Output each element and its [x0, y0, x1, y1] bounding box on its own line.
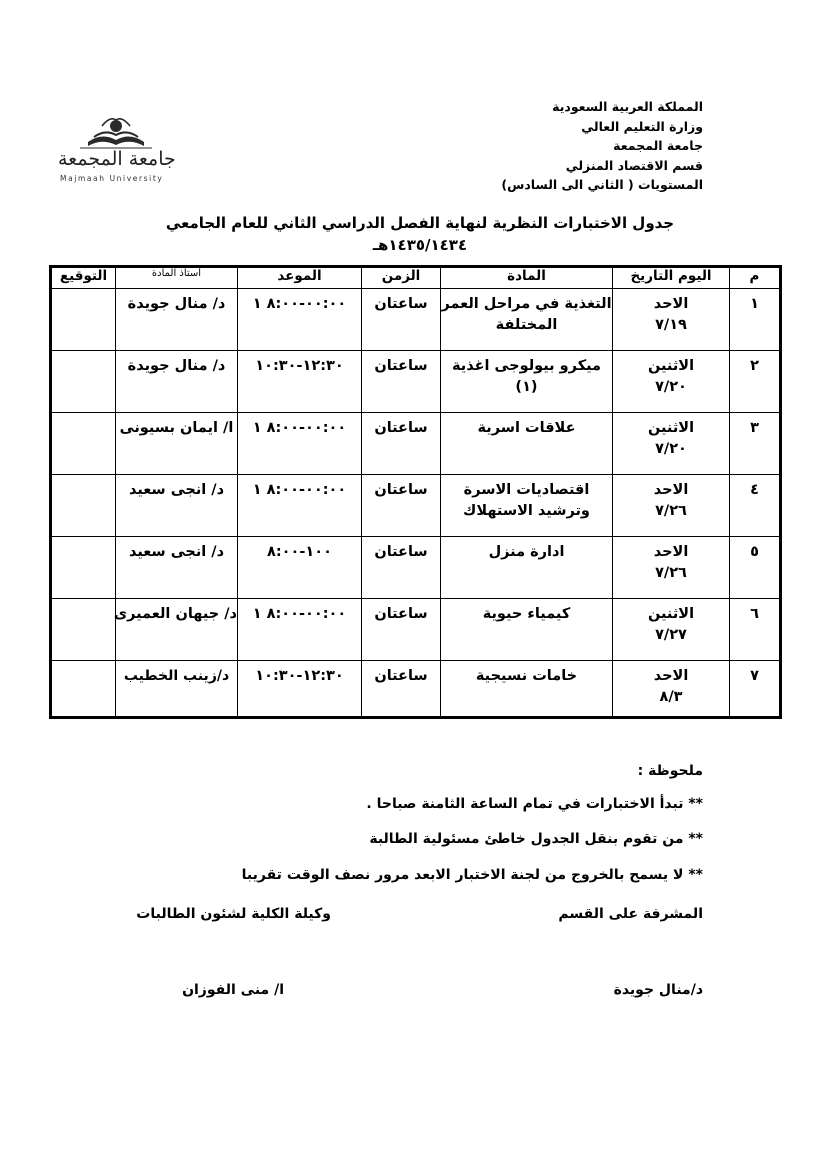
table-row [51, 351, 781, 413]
row-signature-cell [51, 289, 116, 351]
row-num: ٥ [730, 537, 781, 599]
col-header-duration: الزمن [362, 267, 441, 289]
row-duration: ساعتان [362, 289, 441, 351]
row-signature-cell [51, 475, 116, 537]
note-item: ** تبدأ الاختبارات في تمام الساعة الثامنة صباحا . [366, 796, 703, 812]
row-day: الاحد [653, 668, 689, 684]
table-row [51, 599, 781, 661]
row-professor: ا/ ايمان بسيونى [116, 413, 238, 475]
table-row [51, 475, 781, 537]
academic-year: ١٤٣٥/١٤٣٤هـ [372, 236, 468, 254]
row-date: ٧/٢٦ [655, 565, 687, 581]
row-subject: ميكرو بيولوجى اغذية (١) [441, 351, 613, 413]
row-num: ٧ [730, 661, 781, 718]
row-day-date [613, 289, 730, 351]
row-time: ٠٠:٠٠-٨:٠٠ ١ [238, 289, 362, 351]
university-logo [50, 112, 175, 190]
col-header-num: م [730, 267, 781, 289]
table-row [51, 413, 781, 475]
row-day-date [613, 537, 730, 599]
book-emblem-icon [50, 112, 175, 152]
row-day: الاثنين [647, 420, 695, 436]
row-duration: ساعتان [362, 351, 441, 413]
row-day: الاثنين [647, 606, 695, 622]
row-subject: اقتصاديات الاسرة وترشيد الاستهلاك [441, 475, 613, 537]
note-item: ** لا يسمح بالخروج من لجنة الاختبار الابعد مرور نصف الوقت تقريبا [241, 867, 703, 883]
row-professor: د/ انجى سعيد [116, 537, 238, 599]
row-duration: ساعتان [362, 413, 441, 475]
row-time: ١٢:٣٠-١٠:٣٠ [238, 351, 362, 413]
row-signature-cell [51, 661, 116, 718]
row-duration: ساعتان [362, 537, 441, 599]
row-signature-cell [51, 351, 116, 413]
header-block [501, 97, 703, 195]
table-header-row [51, 267, 781, 289]
row-day-date [613, 599, 730, 661]
row-date: ٧/٢٧ [655, 627, 687, 643]
row-date: ٨/٣ [659, 689, 683, 705]
supervisor-name: د/منال جويدة [613, 982, 703, 998]
col-header-professor: أستاذ المادة [116, 267, 238, 289]
row-day: الاحد [653, 482, 689, 498]
row-subject: ادارة منزل [441, 537, 613, 599]
exam-schedule-table [49, 265, 782, 719]
row-time: ١٠٠-٨:٠٠ [238, 537, 362, 599]
row-professor: د/ انجى سعيد [116, 475, 238, 537]
header-line-levels: المستويات ( الثاني الى السادس) [501, 177, 703, 192]
supervisor-title: المشرفة على القسم [558, 906, 703, 922]
col-header-subject: المادة [441, 267, 613, 289]
table-row [51, 289, 781, 351]
row-date: ٧/٢٦ [655, 503, 687, 519]
note-item: ** من تقوم بنقل الجدول خاطئ مسئولية الطالبة [369, 831, 703, 847]
row-professor: د/ منال جويدة [116, 351, 238, 413]
header-line-ministry: وزارة التعليم العالي [581, 118, 703, 134]
notes-heading: ملحوظة : [637, 763, 703, 779]
row-day-date [613, 351, 730, 413]
dean-name: ا/ منى الفوزان [182, 982, 284, 998]
row-time: ٠٠:٠٠-٨:٠٠ ١ [238, 599, 362, 661]
row-subject: كيمياء حيوية [441, 599, 613, 661]
row-duration: ساعتان [362, 599, 441, 661]
row-date: ٧/٢٠ [655, 441, 687, 457]
header-line-kingdom: المملكة العربية السعودية [552, 99, 703, 114]
dean-title: وكيلة الكلية لشئون الطالبات [136, 906, 331, 922]
row-num: ٦ [730, 599, 781, 661]
row-signature-cell [51, 537, 116, 599]
row-day-date [613, 413, 730, 475]
row-date: ٧/٢٠ [655, 379, 687, 395]
row-num: ٤ [730, 475, 781, 537]
row-num: ١ [730, 289, 781, 351]
row-signature-cell [51, 413, 116, 475]
table-row [51, 661, 781, 718]
table-row [51, 537, 781, 599]
col-header-day-date: اليوم التاريخ [613, 267, 730, 289]
row-subject: التغذية في مراحل العمر المختلفة [441, 289, 613, 351]
row-day: الاحد [653, 296, 689, 312]
row-duration: ساعتان [362, 661, 441, 718]
logo-english-name: Majmaah University [60, 174, 164, 183]
row-day: الاحد [653, 544, 689, 560]
row-professor: د/ جيهان العميرى [116, 599, 238, 661]
row-time: ٠٠:٠٠-٨:٠٠ ١ [238, 413, 362, 475]
col-header-time: الموعد [238, 267, 362, 289]
row-subject: علاقات اسرية [441, 413, 613, 475]
row-day-date [613, 475, 730, 537]
row-signature-cell [51, 599, 116, 661]
row-day-date [613, 661, 730, 718]
logo-arabic-name: جامعة المجمعة [58, 148, 176, 170]
row-professor: د/ منال جويدة [116, 289, 238, 351]
row-duration: ساعتان [362, 475, 441, 537]
header-line-department: قسم الاقتصاد المنزلي [565, 157, 703, 173]
row-subject: خامات نسيجية [441, 661, 613, 718]
row-date: ٧/١٩ [655, 317, 687, 333]
row-time: ١٢:٣٠-١٠:٣٠ [238, 661, 362, 718]
row-day: الاثنين [647, 358, 695, 374]
col-header-signature: التوقيع [51, 267, 116, 289]
row-professor: د/زينب الخطيب [116, 661, 238, 718]
row-num: ٢ [730, 351, 781, 413]
row-num: ٣ [730, 413, 781, 475]
header-line-university: جامعة المجمعة [613, 138, 703, 153]
row-time: ٠٠:٠٠-٨:٠٠ ١ [238, 475, 362, 537]
page-title: جدول الاختبارات النظرية لنهاية الفصل الدراسي الثاني للعام الجامعي [165, 214, 675, 232]
